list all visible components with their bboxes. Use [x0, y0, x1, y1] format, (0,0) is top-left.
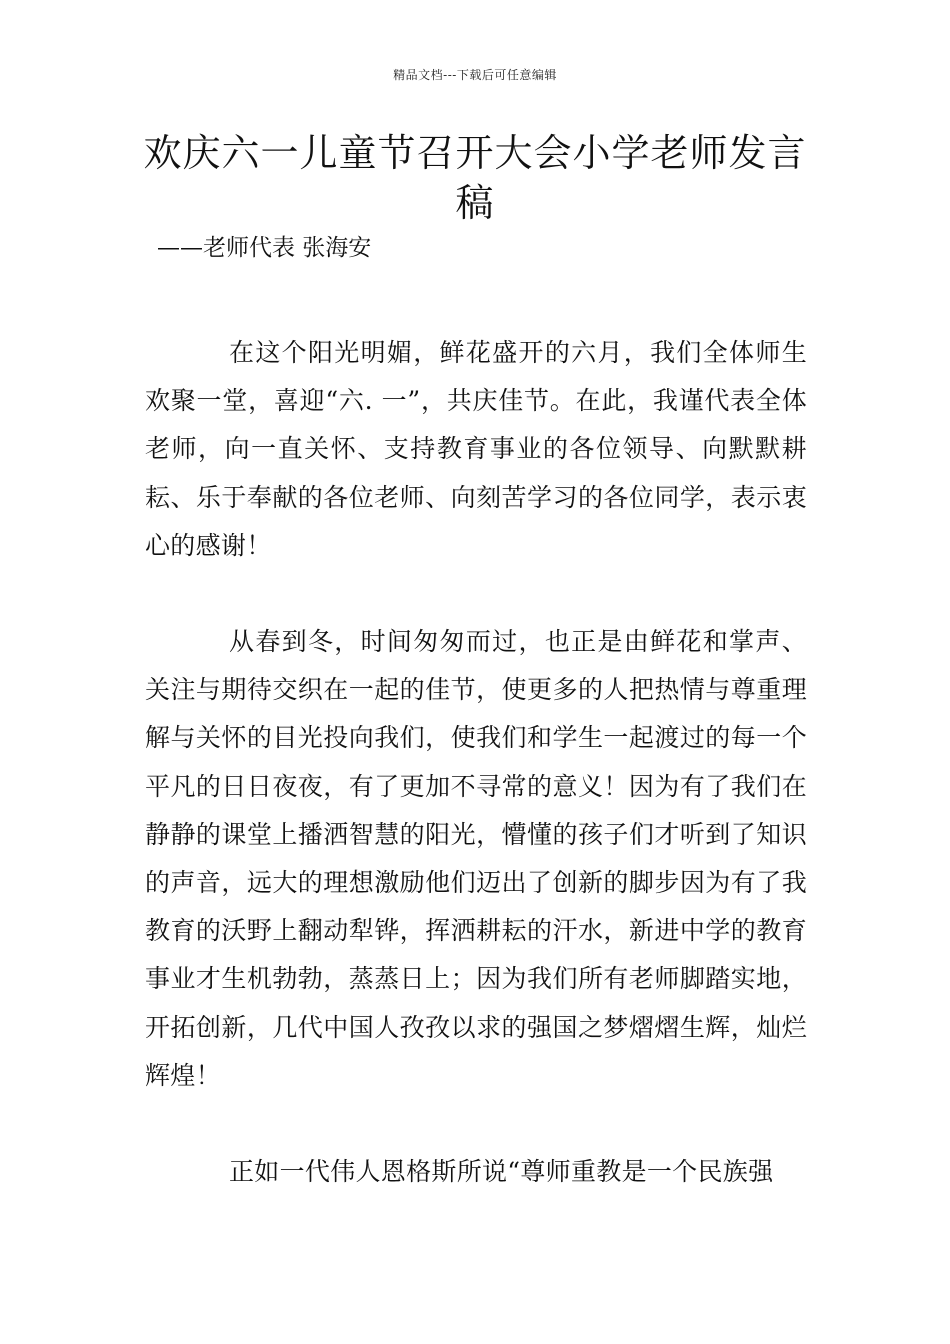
document-body: [145, 329, 807, 1196]
paragraph-1: 在这个阳光明媚，鲜花盛开的六月，我们全体师生欢聚一堂，喜迎“六. 一”，共庆佳节。在此，我谨代表全体老师，向一直关怀、支持教育事业的各位领导、向默默耕耘、乐于奉献的各位老师、向刻苦学习的各位同学，表示衷心的感谢！: [145, 338, 807, 560]
author-byline: ——老师代表 张海安: [157, 235, 372, 261]
document-title: 欢庆六一儿童节召开大会小学老师发言稿: [143, 131, 807, 225]
paragraph-3: 正如一代伟人恩格斯所说“尊师重教是一个民族强: [229, 1157, 774, 1187]
paragraph-2: 从春到冬，时间匆匆而过，也正是由鲜花和掌声、关注与期待交织在一起的佳节，使更多的人把热情与尊重理解与关怀的目光投向我们，使我们和学生一起渡过的每一个平凡的日日夜夜，有了更加不寻常的意义！因为有了我们在静静的课堂上播洒智慧的阳光，懵懂的孩子们才听到了知识的声音，远大的理想激励他们迈出了创新的脚步因为有了我教育的沃野上翻动犁铧，挥洒耕耘的汗水，新进中学的教育事业才生机勃勃，蒸蒸日上；因为我们所有老师脚踏实地，开拓创新，几代中国人孜孜以求的强国之梦熠熠生辉，灿烂辉煌！: [145, 627, 807, 1090]
page-header: 精品文档---下载后可任意编辑: [393, 68, 557, 82]
